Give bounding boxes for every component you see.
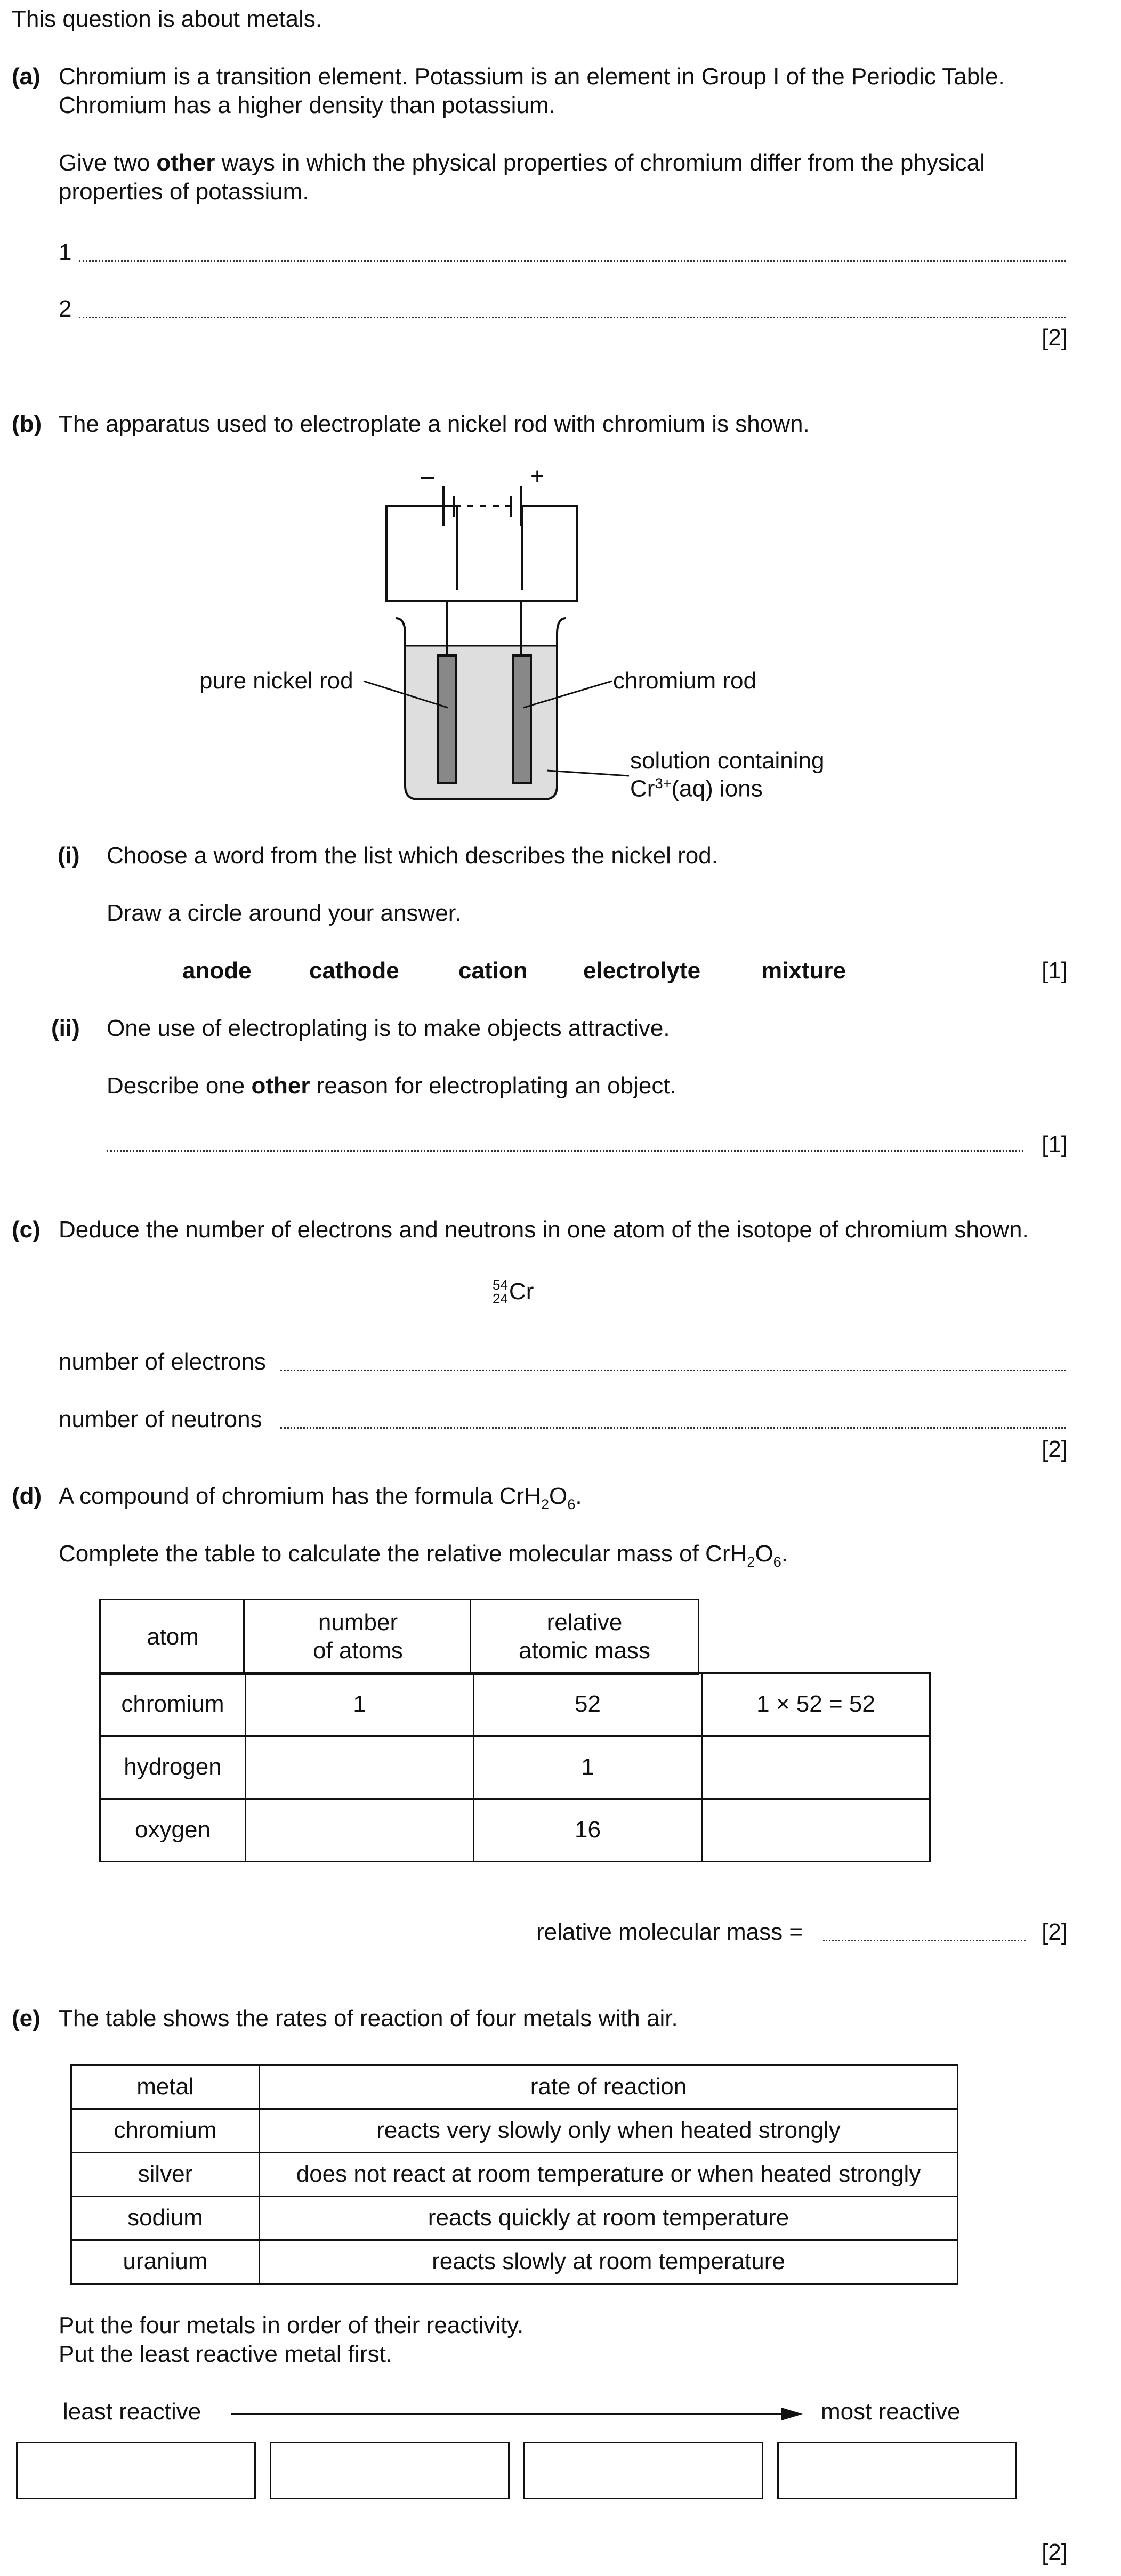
part-b-ii-question-pre: Describe one	[107, 1073, 252, 1099]
cell-mass: 52	[474, 1673, 702, 1736]
header-mass-text: relative atomic mass	[519, 1609, 650, 1664]
cell-mass: 16	[474, 1799, 702, 1862]
cell-metal: silver	[71, 2153, 260, 2197]
rmm-table-header-number	[243, 1599, 473, 1675]
part-a-line1: Chromium is a transition element. Potassium is an element in Group I of the Periodic Table.	[59, 63, 1005, 90]
mass-number: 54	[493, 1277, 508, 1293]
table-header-row	[71, 2065, 958, 2109]
part-b-i-text: Choose a word from the list which describes the nickel rod.	[107, 843, 718, 869]
cell-rate: does not react at room temperature or when heated strongly	[260, 2153, 958, 2197]
formula-sub-o: 6	[567, 1495, 576, 1512]
table-row	[71, 2109, 958, 2153]
part-b-i-marks: [1]	[1042, 958, 1068, 984]
part-b-text: The apparatus used to electroplate a nickel rod with chromium is shown.	[59, 411, 810, 437]
part-a-question-bold: other	[156, 150, 215, 176]
solution-ion-symbol: Cr	[630, 775, 655, 802]
part-b-ii-question-bold: other	[251, 1073, 310, 1099]
part-d-question-post: .	[781, 1541, 788, 1567]
part-a-marks: [2]	[1042, 325, 1068, 351]
part-d-question-sub-h: 2	[747, 1553, 755, 1570]
header-rate: rate of reaction	[260, 2065, 958, 2109]
cell-atom: chromium	[100, 1673, 246, 1736]
part-d-question-mid: O	[755, 1541, 773, 1567]
header-atom-text: atom	[147, 1623, 199, 1650]
least-reactive-label: least reactive	[63, 2399, 201, 2425]
solution-ion-state: (aq) ions	[671, 775, 763, 802]
table-row	[100, 1736, 930, 1799]
right-wire	[457, 506, 577, 601]
part-d-marks: [2]	[1042, 1919, 1068, 1945]
neutrons-label: number of neutrons	[59, 1406, 262, 1432]
part-c-number: (c)	[12, 1217, 41, 1243]
chromium-rod	[513, 655, 531, 783]
answer-box-2[interactable]	[270, 2442, 510, 2499]
answer-box-4[interactable]	[777, 2442, 1017, 2499]
solution-leader	[547, 771, 629, 776]
cell-metal: chromium	[71, 2109, 260, 2153]
part-a-answer-1-line[interactable]	[79, 260, 1066, 262]
solution-label-line2	[630, 775, 763, 803]
table-row	[100, 1799, 930, 1862]
part-b-ii-answer-line[interactable]	[107, 1150, 1023, 1152]
cell-product-input[interactable]	[702, 1799, 930, 1862]
option-electrolyte[interactable]: electrolyte	[583, 958, 701, 984]
part-c-marks: [2]	[1042, 1436, 1068, 1462]
part-a-question	[59, 149, 985, 177]
part-a-question-pre: Give two	[59, 150, 157, 176]
answer-box-3[interactable]	[523, 2442, 763, 2499]
atomic-number: 24	[493, 1291, 508, 1307]
rmm-table-header-atom	[99, 1599, 246, 1675]
cell-number: 1	[246, 1673, 474, 1736]
part-d-question-sub-o: 6	[773, 1553, 781, 1570]
nickel-rod-label: pure nickel rod	[199, 668, 353, 694]
part-e-marks: [2]	[1042, 2539, 1068, 2565]
solution-label-line1: solution containing	[630, 748, 825, 774]
battery-minus-label: –	[421, 463, 434, 489]
cell-atom: oxygen	[100, 1799, 246, 1862]
part-e-number: (e)	[12, 2005, 41, 2031]
chromium-isotope-notation	[493, 1277, 534, 1306]
cell-number-input[interactable]	[246, 1799, 474, 1862]
part-c-text: Deduce the number of electrons and neutrons in one atom of the isotope of chromium shown.	[59, 1217, 1029, 1243]
part-a-question-post: ways in which the physical properties of chromium differ from the physical	[215, 150, 985, 176]
part-e-instruction-2: Put the least reactive metal first.	[59, 2341, 393, 2367]
cell-rate: reacts quickly at room temperature	[260, 2197, 958, 2240]
part-b-i-instruction: Draw a circle around your answer.	[107, 900, 462, 926]
part-b-ii-marks: [1]	[1042, 1131, 1068, 1157]
neutrons-answer-line[interactable]	[280, 1427, 1066, 1429]
table-row	[71, 2240, 958, 2284]
nickel-rod	[438, 655, 456, 783]
cell-metal: uranium	[71, 2240, 260, 2284]
reactivity-table	[70, 2064, 958, 2285]
cell-mass: 1	[474, 1736, 702, 1799]
part-a-question-line2: properties of potassium.	[59, 179, 309, 205]
part-d-question-pre: Complete the table to calculate the relative molecular mass of CrH	[59, 1541, 747, 1567]
part-a-answer-2-line[interactable]	[79, 317, 1066, 318]
part-a-answer-1-label: 1	[59, 239, 72, 265]
part-a-number: (a)	[12, 63, 41, 90]
part-b-number: (b)	[12, 411, 42, 437]
part-a-answer-2-label: 2	[59, 296, 72, 322]
formula-text-mid: O	[549, 1483, 568, 1509]
part-d-text	[59, 1483, 582, 1513]
isotope-symbol: Cr	[509, 1278, 534, 1305]
part-e-instruction-1: Put the four metals in order of their reactivity.	[59, 2312, 524, 2338]
table-row	[71, 2197, 958, 2240]
solution-ion-charge: 3+	[655, 775, 672, 791]
cell-rate: reacts very slowly only when heated strongly	[260, 2109, 958, 2153]
option-anode[interactable]: anode	[182, 958, 252, 984]
electrons-answer-line[interactable]	[280, 1370, 1066, 1371]
part-d-number: (d)	[12, 1483, 42, 1509]
formula-text-pre: A compound of chromium has the formula CrH	[59, 1483, 541, 1509]
header-metal: metal	[71, 2065, 260, 2109]
option-mixture[interactable]: mixture	[761, 958, 846, 984]
reactivity-arrow	[229, 2403, 805, 2425]
part-a-line2: Chromium has a higher density than potassium.	[59, 92, 555, 118]
option-cation[interactable]: cation	[458, 958, 528, 984]
rmm-table-header-mass	[470, 1599, 699, 1675]
left-wire	[386, 506, 522, 601]
intro-text: This question is about metals.	[12, 6, 322, 32]
cell-product: 1 × 52 = 52	[702, 1673, 930, 1736]
rmm-answer-line[interactable]	[823, 1940, 1026, 1941]
formula-sub-h: 2	[541, 1495, 550, 1512]
cell-number-input[interactable]	[246, 1736, 474, 1799]
formula-text-post: .	[575, 1483, 582, 1509]
header-number-text: number of atoms	[313, 1609, 403, 1664]
electrons-label: number of electrons	[59, 1349, 266, 1375]
part-b-ii-number: (ii)	[51, 1015, 80, 1041]
part-b-ii-text: One use of electroplating is to make objects attractive.	[107, 1015, 670, 1041]
part-e-text: The table shows the rates of reaction of four metals with air.	[59, 2005, 678, 2031]
option-cathode[interactable]: cathode	[309, 958, 399, 984]
rmm-label: relative molecular mass =	[536, 1919, 803, 1945]
cell-atom: hydrogen	[100, 1736, 246, 1799]
answer-box-1[interactable]	[16, 2442, 256, 2499]
chromium-rod-label: chromium rod	[613, 668, 756, 694]
part-b-i-number: (i)	[58, 843, 80, 869]
table-row	[71, 2153, 958, 2197]
cell-metal: sodium	[71, 2197, 260, 2240]
rmm-table	[99, 1672, 931, 1862]
electroplating-diagram	[0, 458, 1121, 810]
battery-plus-label: +	[530, 463, 544, 489]
part-b-ii-question-post: reason for electroplating an object.	[310, 1073, 676, 1099]
most-reactive-label: most reactive	[821, 2399, 961, 2425]
beaker-solution	[405, 646, 557, 799]
part-b-ii-question	[107, 1072, 676, 1100]
cell-rate: reacts slowly at room temperature	[260, 2240, 958, 2284]
cell-product-input[interactable]	[702, 1736, 930, 1799]
table-row	[100, 1673, 930, 1736]
part-d-question	[59, 1540, 788, 1571]
